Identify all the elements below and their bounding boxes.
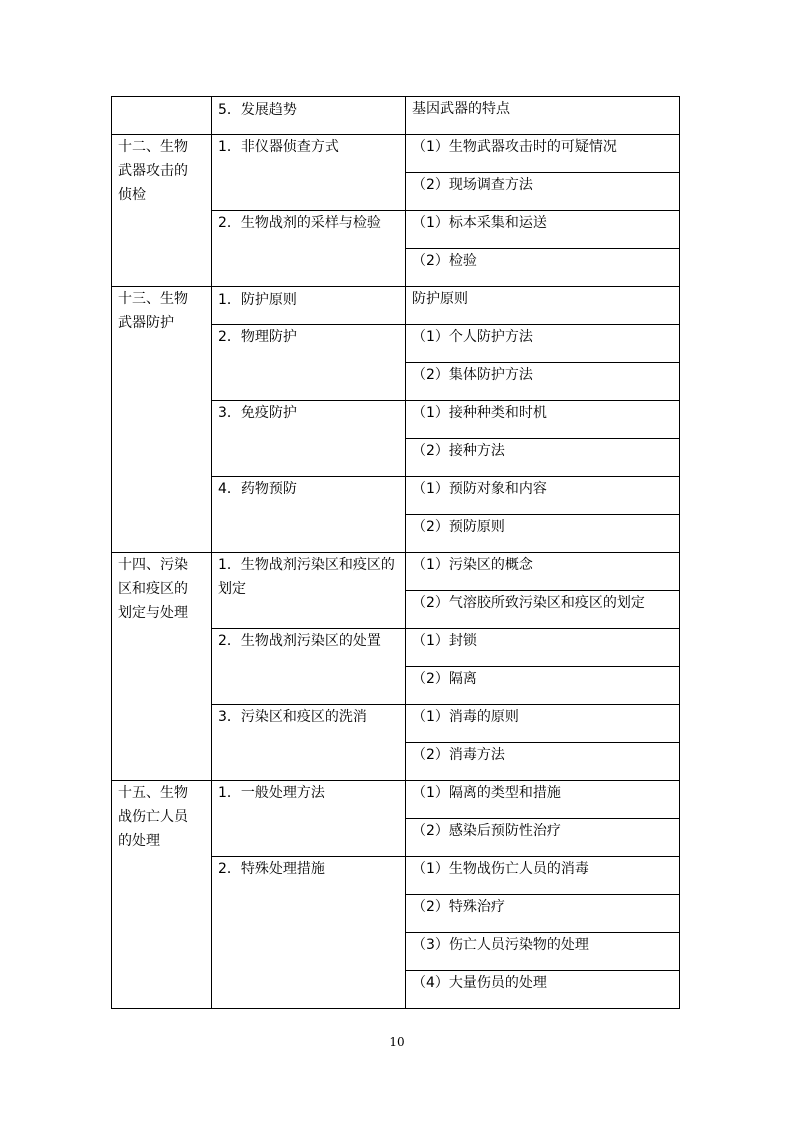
chapter-cell: 十二、生物武器攻击的侦检 [112, 135, 212, 287]
chapter-cell: 十五、生物战伤亡人员的处理 [112, 781, 212, 1009]
point-cell: （1）标本采集和运送 [406, 211, 680, 249]
chapter-cell [112, 97, 212, 135]
point-cell: （2）消毒方法 [406, 743, 680, 781]
point-cell: （1）隔离的类型和措施 [406, 781, 680, 819]
point-cell: （1）消毒的原则 [406, 705, 680, 743]
point-cell: （2）感染后预防性治疗 [406, 819, 680, 857]
topic-cell: 1．生物战剂污染区和疫区的划定 [212, 553, 406, 629]
topic-cell: 5．发展趋势 [212, 97, 406, 135]
topic-cell: 1．一般处理方法 [212, 781, 406, 857]
point-cell: （2）预防原则 [406, 515, 680, 553]
topic-cell: 2．特殊处理措施 [212, 857, 406, 1009]
point-cell: （2）集体防护方法 [406, 363, 680, 401]
point-cell: （1）预防对象和内容 [406, 477, 680, 515]
page-number: 10 [389, 1035, 405, 1049]
table-row [112, 287, 680, 325]
point-cell: （1）接种种类和时机 [406, 401, 680, 439]
point-cell: （3）伤亡人员污染物的处理 [406, 933, 680, 971]
topic-cell: 2．生物战剂的采样与检验 [212, 211, 406, 287]
chapter-cell: 十四、污染区和疫区的划定与处理 [112, 553, 212, 781]
point-cell: （1）生物武器攻击时的可疑情况 [406, 135, 680, 173]
table-row [112, 553, 680, 591]
topic-cell: 1．防护原则 [212, 287, 406, 325]
point-cell: （2）隔离 [406, 667, 680, 705]
topic-cell: 1．非仪器侦查方式 [212, 135, 406, 211]
point-cell: 基因武器的特点 [406, 97, 680, 135]
topic-cell: 2．生物战剂污染区的处置 [212, 629, 406, 705]
chapter-cell: 十三、生物武器防护 [112, 287, 212, 553]
point-cell: （2）气溶胶所致污染区和疫区的划定 [406, 591, 680, 629]
topic-cell: 4．药物预防 [212, 477, 406, 553]
point-cell: （4）大量伤员的处理 [406, 971, 680, 1009]
topic-cell: 3．污染区和疫区的洗消 [212, 705, 406, 781]
point-cell: （1）生物战伤亡人员的消毒 [406, 857, 680, 895]
table-row [112, 135, 680, 173]
point-cell: （1）封锁 [406, 629, 680, 667]
point-cell: 防护原则 [406, 287, 680, 325]
topic-cell: 3．免疫防护 [212, 401, 406, 477]
point-cell: （2）特殊治疗 [406, 895, 680, 933]
point-cell: （2）检验 [406, 249, 680, 287]
table-row [112, 97, 680, 135]
topic-cell: 2．物理防护 [212, 325, 406, 401]
point-cell: （1）个人防护方法 [406, 325, 680, 363]
syllabus-table [111, 96, 680, 1009]
point-cell: （2）现场调查方法 [406, 173, 680, 211]
point-cell: （1）污染区的概念 [406, 553, 680, 591]
point-cell: （2）接种方法 [406, 439, 680, 477]
table-row [112, 781, 680, 819]
